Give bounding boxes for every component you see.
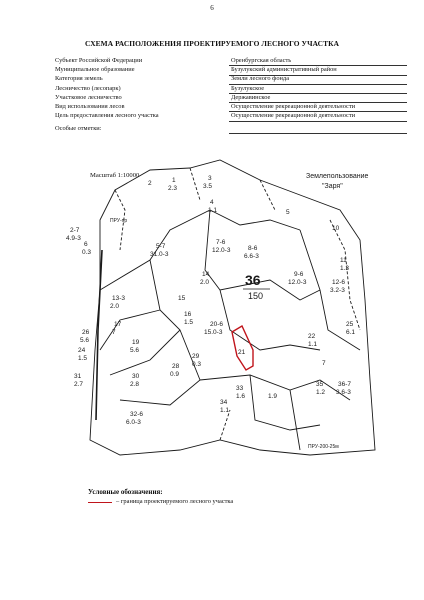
plot-label: 17: [114, 321, 122, 328]
plot-label: 6.1: [346, 329, 356, 336]
field-row-municipality: [55, 66, 407, 75]
legend-title: Условные обозначения:: [88, 488, 163, 496]
plot-label: 7: [112, 329, 116, 336]
field-row-use-type: [55, 103, 407, 112]
plot-label: 1.1: [308, 341, 318, 348]
plot-label: 6.0-3: [126, 419, 141, 426]
plot-label: 3: [208, 175, 212, 182]
plot-label: 20-6: [210, 321, 224, 328]
plot-label: 25: [346, 321, 354, 328]
field-label: Категория земель: [55, 75, 103, 83]
neighbor-land-label: Землепользование: [306, 173, 369, 180]
map-scale: Масштаб 1:10000: [90, 172, 140, 179]
field-label: Вид использования лесов: [55, 102, 125, 110]
plot-label: 5: [286, 209, 290, 216]
plot-label: 1.5: [184, 319, 194, 326]
plot-label: 5.6: [80, 337, 90, 344]
field-row-purpose: [55, 112, 407, 121]
quarter-area: 150: [248, 291, 264, 301]
plot-label: 9-6: [294, 271, 304, 278]
plot-label: 31: [74, 373, 82, 380]
plot-label: 2: [148, 180, 152, 187]
plot-label: 12-6: [332, 279, 346, 286]
map-note: ПРУ-200-25м: [308, 444, 339, 450]
plot-label: 11: [340, 257, 347, 264]
plot-label: 6: [84, 241, 88, 248]
plot-label: 32-6: [130, 411, 144, 418]
plot-label: 15.0-3: [204, 329, 223, 336]
plot-label: 26: [82, 329, 90, 336]
plot-label: 3.2-3: [330, 287, 345, 294]
page-number: 6: [210, 4, 214, 12]
plot-label: 2.3: [168, 185, 178, 192]
plot-label: 2.7: [74, 381, 84, 388]
plot-label: 1.3: [340, 265, 350, 272]
plot-label: 19: [132, 339, 140, 346]
plot-label: 30: [132, 373, 140, 380]
plot-label: 12.0-3: [288, 279, 307, 286]
plot-label: 28: [172, 363, 180, 370]
plot-label: 0.9: [170, 371, 180, 378]
field-label: Цель предоставления лесного участка: [55, 112, 159, 120]
plot-label: 35: [316, 381, 324, 388]
field-value: Осуществление рекреационной деятельности: [229, 103, 407, 112]
plot-label: 5.6: [130, 347, 140, 354]
plot-label: 3.5: [203, 183, 213, 190]
project-plot-boundary: [232, 326, 253, 370]
document-title: СХЕМА РАСПОЛОЖЕНИЯ ПРОЕКТИРУЕМОГО ЛЕСНОГО УЧАСТКА: [84, 39, 340, 48]
plot-label: 31.0-3: [150, 251, 169, 258]
field-label: Лесничество (лесопарк): [55, 84, 121, 92]
plot-label: 5-7: [156, 243, 166, 250]
plot-label: 29: [192, 353, 200, 360]
plot-label: 14: [202, 271, 210, 278]
plot-label: 7: [322, 360, 326, 367]
plot-info-fields: [55, 57, 407, 121]
plot-label: 33: [236, 385, 244, 392]
field-row-district-forestry: [55, 94, 407, 103]
field-value: Оренбургская область: [229, 57, 407, 66]
plot-label: 1: [172, 177, 176, 184]
road-line: [96, 250, 102, 420]
plot-label: 16: [184, 311, 192, 318]
plot-label: 13-3: [112, 295, 126, 302]
plot-label: 24: [78, 347, 86, 354]
special-notes-label: Особые отметки:: [55, 125, 102, 132]
plot-label: 34: [220, 399, 228, 406]
field-value: Бузулукский административный район: [229, 66, 407, 75]
special-notes-line: [229, 133, 407, 134]
legend-item-text: – граница проектируемого лесного участка: [116, 498, 234, 505]
plot-label: 6.6-3: [244, 253, 259, 260]
plot-label: 2.8: [130, 381, 140, 388]
plot-label: 36-7: [338, 381, 352, 388]
plot-label: 12.0-3: [212, 247, 231, 254]
plot-label: 1.5: [78, 355, 88, 362]
quarter-number: 36: [245, 272, 261, 288]
plot-label: 0.3: [192, 361, 202, 368]
field-row-land-category: [55, 75, 407, 84]
field-label: Субъект Российской Федерации: [55, 57, 143, 64]
plot-label: 2-7: [70, 227, 80, 234]
plot-label: 1.2: [316, 389, 326, 396]
plot-label: 1.1: [220, 407, 230, 414]
plot-label: 15: [178, 295, 186, 302]
plot-label: 4: [210, 199, 214, 206]
plot-label: 21: [238, 349, 246, 356]
plot-label: 3.6-3: [336, 389, 351, 396]
map-note: ПРУ-пр: [110, 218, 128, 224]
plot-label: 4.9-3: [66, 235, 81, 242]
plot-label: 22: [308, 333, 316, 340]
plot-label: 1.1: [208, 207, 218, 214]
field-value: Державинское: [229, 94, 407, 103]
plot-label: 2.0: [200, 279, 210, 286]
forest-plot-map: [60, 150, 380, 480]
field-label: Муниципальное образование: [55, 66, 135, 74]
plot-label: 10: [332, 225, 340, 232]
field-value: Бузулукское: [229, 85, 407, 94]
field-label: Участковое лесничество: [55, 93, 122, 101]
plot-label: 8-6: [248, 245, 258, 252]
field-row-subject: [55, 57, 407, 66]
neighbor-name-label: "Заря": [322, 183, 343, 190]
field-value: Осуществление рекреационной деятельности: [229, 112, 407, 121]
plot-label: 7-6: [216, 239, 226, 246]
field-value: Земли лесного фонда: [229, 75, 407, 84]
plot-label: 1.6: [236, 393, 246, 400]
plot-label: 0.3: [82, 249, 92, 256]
plot-label: 2.0: [110, 303, 120, 310]
field-row-forestry: [55, 85, 407, 94]
plot-label: 1.9: [268, 393, 278, 400]
legend-red-line: [88, 502, 112, 503]
